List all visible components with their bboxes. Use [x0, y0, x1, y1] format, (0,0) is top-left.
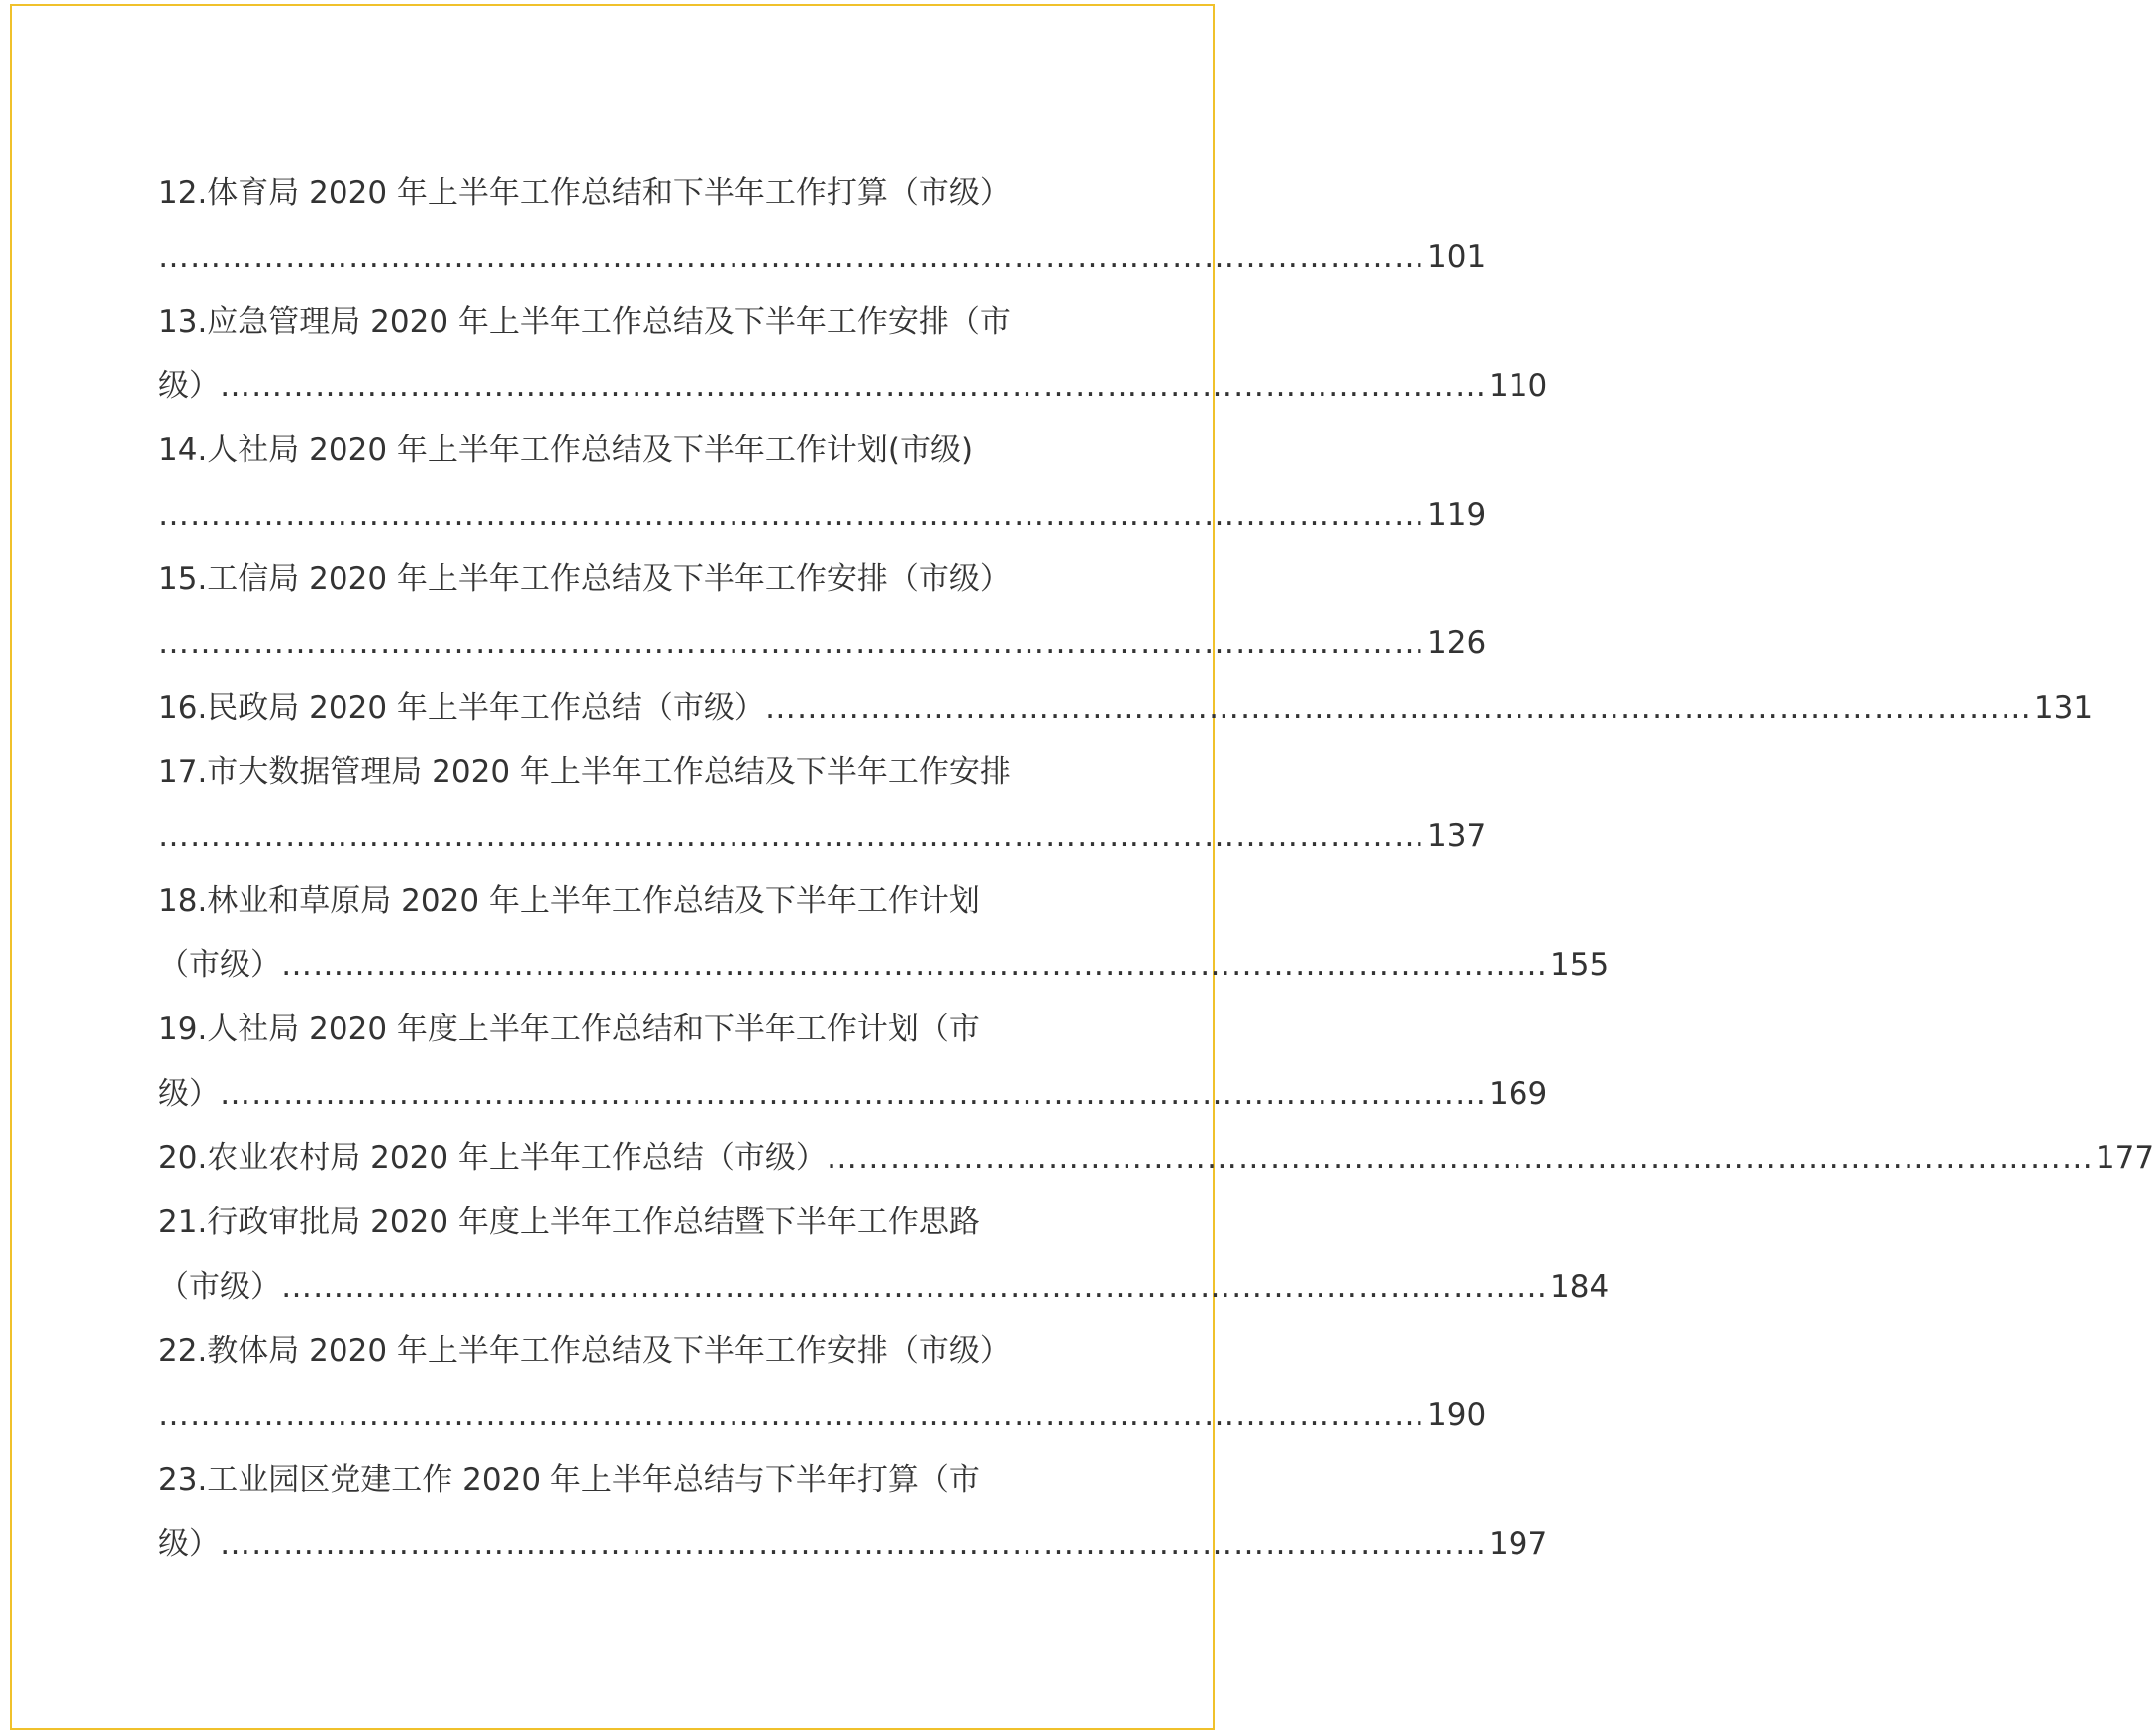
- toc-entry-leader: [158, 226, 1487, 290]
- page-number: 197: [1489, 1526, 1548, 1562]
- page-number: 137: [1427, 819, 1487, 854]
- page-number: 184: [1550, 1269, 1610, 1304]
- table-of-contents: [158, 161, 2154, 1577]
- page-number: 190: [1427, 1398, 1487, 1433]
- toc-entry[interactable]: [158, 419, 1487, 547]
- toc-entry-title: 13.应急管理局 2020 年上半年工作总结及下半年工作安排（市: [158, 304, 1011, 339]
- toc-entry-leader: 级） ………………………………………………………………………………………………………… 197: [158, 1512, 1104, 1577]
- dot-leader: …………………………………………………………………………………………………………: [220, 1076, 1487, 1111]
- toc-entry-leader: 20.农业农村局 2020 年上半年工作总结（市级） ………………………………………………………………………………………………………… 177: [158, 1126, 1104, 1191]
- dot-leader: …………………………………………………………………………………………………………: [281, 947, 1548, 983]
- toc-entry-title: 17.市大数据管理局 2020 年上半年工作总结及下半年工作安排: [158, 754, 1011, 790]
- dot-leader: …………………………………………………………………………………………………………: [281, 1269, 1548, 1304]
- dot-leader: …………………………………………………………………………………………………………: [764, 690, 2032, 725]
- page-number: 177: [2095, 1140, 2154, 1176]
- toc-entry-title: 18.林业和草原局 2020 年上半年工作总结及下半年工作计划: [158, 883, 980, 918]
- toc-entry[interactable]: [158, 869, 1610, 998]
- toc-entry-leader: （市级） ………………………………………………………………………………………………………… 155: [158, 933, 1104, 998]
- page-number: 126: [1427, 626, 1487, 661]
- toc-entry[interactable]: [158, 547, 1487, 676]
- dot-leader: …………………………………………………………………………………………………………: [220, 368, 1487, 404]
- toc-entry-title: 15.工信局 2020 年上半年工作总结及下半年工作安排（市级）: [158, 561, 1011, 597]
- toc-entry[interactable]: [158, 1448, 1548, 1577]
- toc-entry-title: 21.行政审批局 2020 年度上半年工作总结暨下半年工作思路: [158, 1205, 980, 1240]
- dot-leader: …………………………………………………………………………………………………………: [158, 1398, 1425, 1433]
- page-number: 131: [2033, 690, 2094, 725]
- toc-entry-leader: 级） ………………………………………………………………………………………………………… 169: [158, 1062, 1104, 1126]
- toc-entry-title: 22.教体局 2020 年上半年工作总结及下半年工作安排（市级）: [158, 1333, 1011, 1369]
- toc-entry[interactable]: [158, 740, 1487, 869]
- dot-leader: …………………………………………………………………………………………………………: [158, 819, 1425, 854]
- toc-entry[interactable]: [158, 1319, 1487, 1448]
- toc-entry-title: 12.体育局 2020 年上半年工作总结和下半年工作打算（市级）: [158, 175, 1011, 211]
- toc-entry[interactable]: [158, 161, 1487, 290]
- toc-entry-title: 19.人社局 2020 年度上半年工作总结和下半年工作计划（市: [158, 1012, 980, 1047]
- dot-leader: …………………………………………………………………………………………………………: [158, 497, 1425, 532]
- toc-entry-leader: 16.民政局 2020 年上半年工作总结（市级） ………………………………………………………………………………………………………… 131: [158, 676, 1104, 740]
- toc-entry[interactable]: [158, 998, 1548, 1126]
- dot-leader: …………………………………………………………………………………………………………: [826, 1140, 2094, 1176]
- toc-entry-leader: [158, 805, 1487, 869]
- toc-entry[interactable]: [158, 676, 2094, 740]
- dot-leader: …………………………………………………………………………………………………………: [158, 240, 1425, 275]
- toc-entry-leader: [158, 612, 1487, 676]
- toc-entry[interactable]: [158, 290, 1548, 419]
- toc-entry-leader: [158, 1384, 1487, 1448]
- toc-entry-leader: 级） ………………………………………………………………………………………………………… 110: [158, 354, 1104, 419]
- toc-entry-leader: （市级） ………………………………………………………………………………………………………… 184: [158, 1255, 1104, 1319]
- toc-entry-title: 23.工业园区党建工作 2020 年上半年总结与下半年打算（市: [158, 1462, 980, 1497]
- page-number: 101: [1427, 240, 1487, 275]
- page-number: 119: [1427, 497, 1487, 532]
- toc-entry[interactable]: [158, 1126, 2154, 1191]
- toc-entry[interactable]: [158, 1191, 1610, 1319]
- page-number: 169: [1489, 1076, 1548, 1111]
- dot-leader: …………………………………………………………………………………………………………: [158, 626, 1425, 661]
- dot-leader: …………………………………………………………………………………………………………: [220, 1526, 1487, 1562]
- page-number: 110: [1489, 368, 1548, 404]
- toc-entry-title: 14.人社局 2020 年上半年工作总结及下半年工作计划(市级): [158, 433, 974, 468]
- toc-entry-leader: [158, 483, 1487, 547]
- page-number: 155: [1550, 947, 1610, 983]
